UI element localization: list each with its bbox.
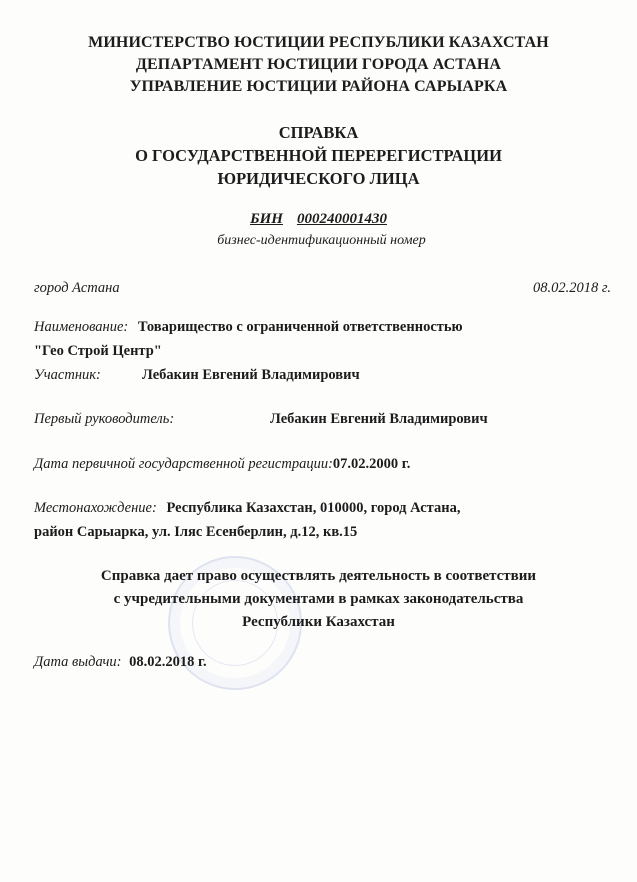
name-row — [34, 319, 463, 336]
location-row — [34, 500, 460, 517]
registration-row — [34, 456, 410, 473]
issue-label: Дата выдачи: — [34, 654, 122, 670]
issue-row — [34, 654, 207, 671]
name-value-continued: "Гео Строй Центр" — [34, 343, 162, 359]
name-label: Наименование: — [34, 319, 129, 335]
document-subtitle-2: ЮРИДИЧЕСКОГО ЛИЦА — [217, 169, 420, 188]
issue-value: 08.02.2018 г. — [129, 654, 207, 670]
header-date: 08.02.2018 г. — [533, 280, 611, 296]
participant-value: Лебакин Евгений Владимирович — [142, 367, 360, 383]
document-subtitle-1: О ГОСУДАРСТВЕННОЙ ПЕРЕРЕГИСТРАЦИИ — [135, 146, 502, 165]
location-value: Республика Казахстан, 010000, город Астана, — [166, 500, 461, 516]
head-value: Лебакин Евгений Владимирович — [270, 411, 488, 427]
location-label: Местонахождение: — [34, 500, 157, 516]
bin-value: 000240001430 — [296, 211, 387, 227]
document-title: СПРАВКА — [278, 123, 359, 142]
bin-label: БИН — [250, 211, 283, 227]
bin-caption: бизнес-идентификационный номер — [217, 233, 426, 248]
ministry-heading: МИНИСТЕРСТВО ЮСТИЦИИ РЕСПУБЛИКИ КАЗАХСТАН — [88, 34, 549, 51]
department-heading: ДЕПАРТАМЕНТ ЮСТИЦИИ ГОРОДА АСТАНА — [135, 56, 502, 73]
issue-city: город Астана — [34, 280, 120, 296]
statement-line-1: Справка дает право осуществлять деятельность в соответствии — [100, 568, 537, 584]
registration-value: 07.02.2000 г. — [332, 456, 411, 472]
participant-label: Участник: — [34, 367, 101, 383]
statement-line-3: Республики Казахстан — [242, 614, 395, 630]
office-heading: УПРАВЛЕНИЕ ЮСТИЦИИ РАЙОНА САРЫАРКА — [129, 78, 508, 95]
location-value-continued: район Сарыарка, ул. Іляс Есенберлин, д.12, кв.15 — [34, 524, 358, 540]
name-value: Товарищество с ограниченной ответственностью — [137, 319, 463, 335]
statement-line-2: с учредительными документами в рамках законодательства — [113, 591, 524, 607]
registration-label: Дата первичной государственной регистрации: — [34, 456, 333, 472]
head-label: Первый руководитель: — [34, 411, 175, 427]
bin-row — [0, 210, 637, 228]
